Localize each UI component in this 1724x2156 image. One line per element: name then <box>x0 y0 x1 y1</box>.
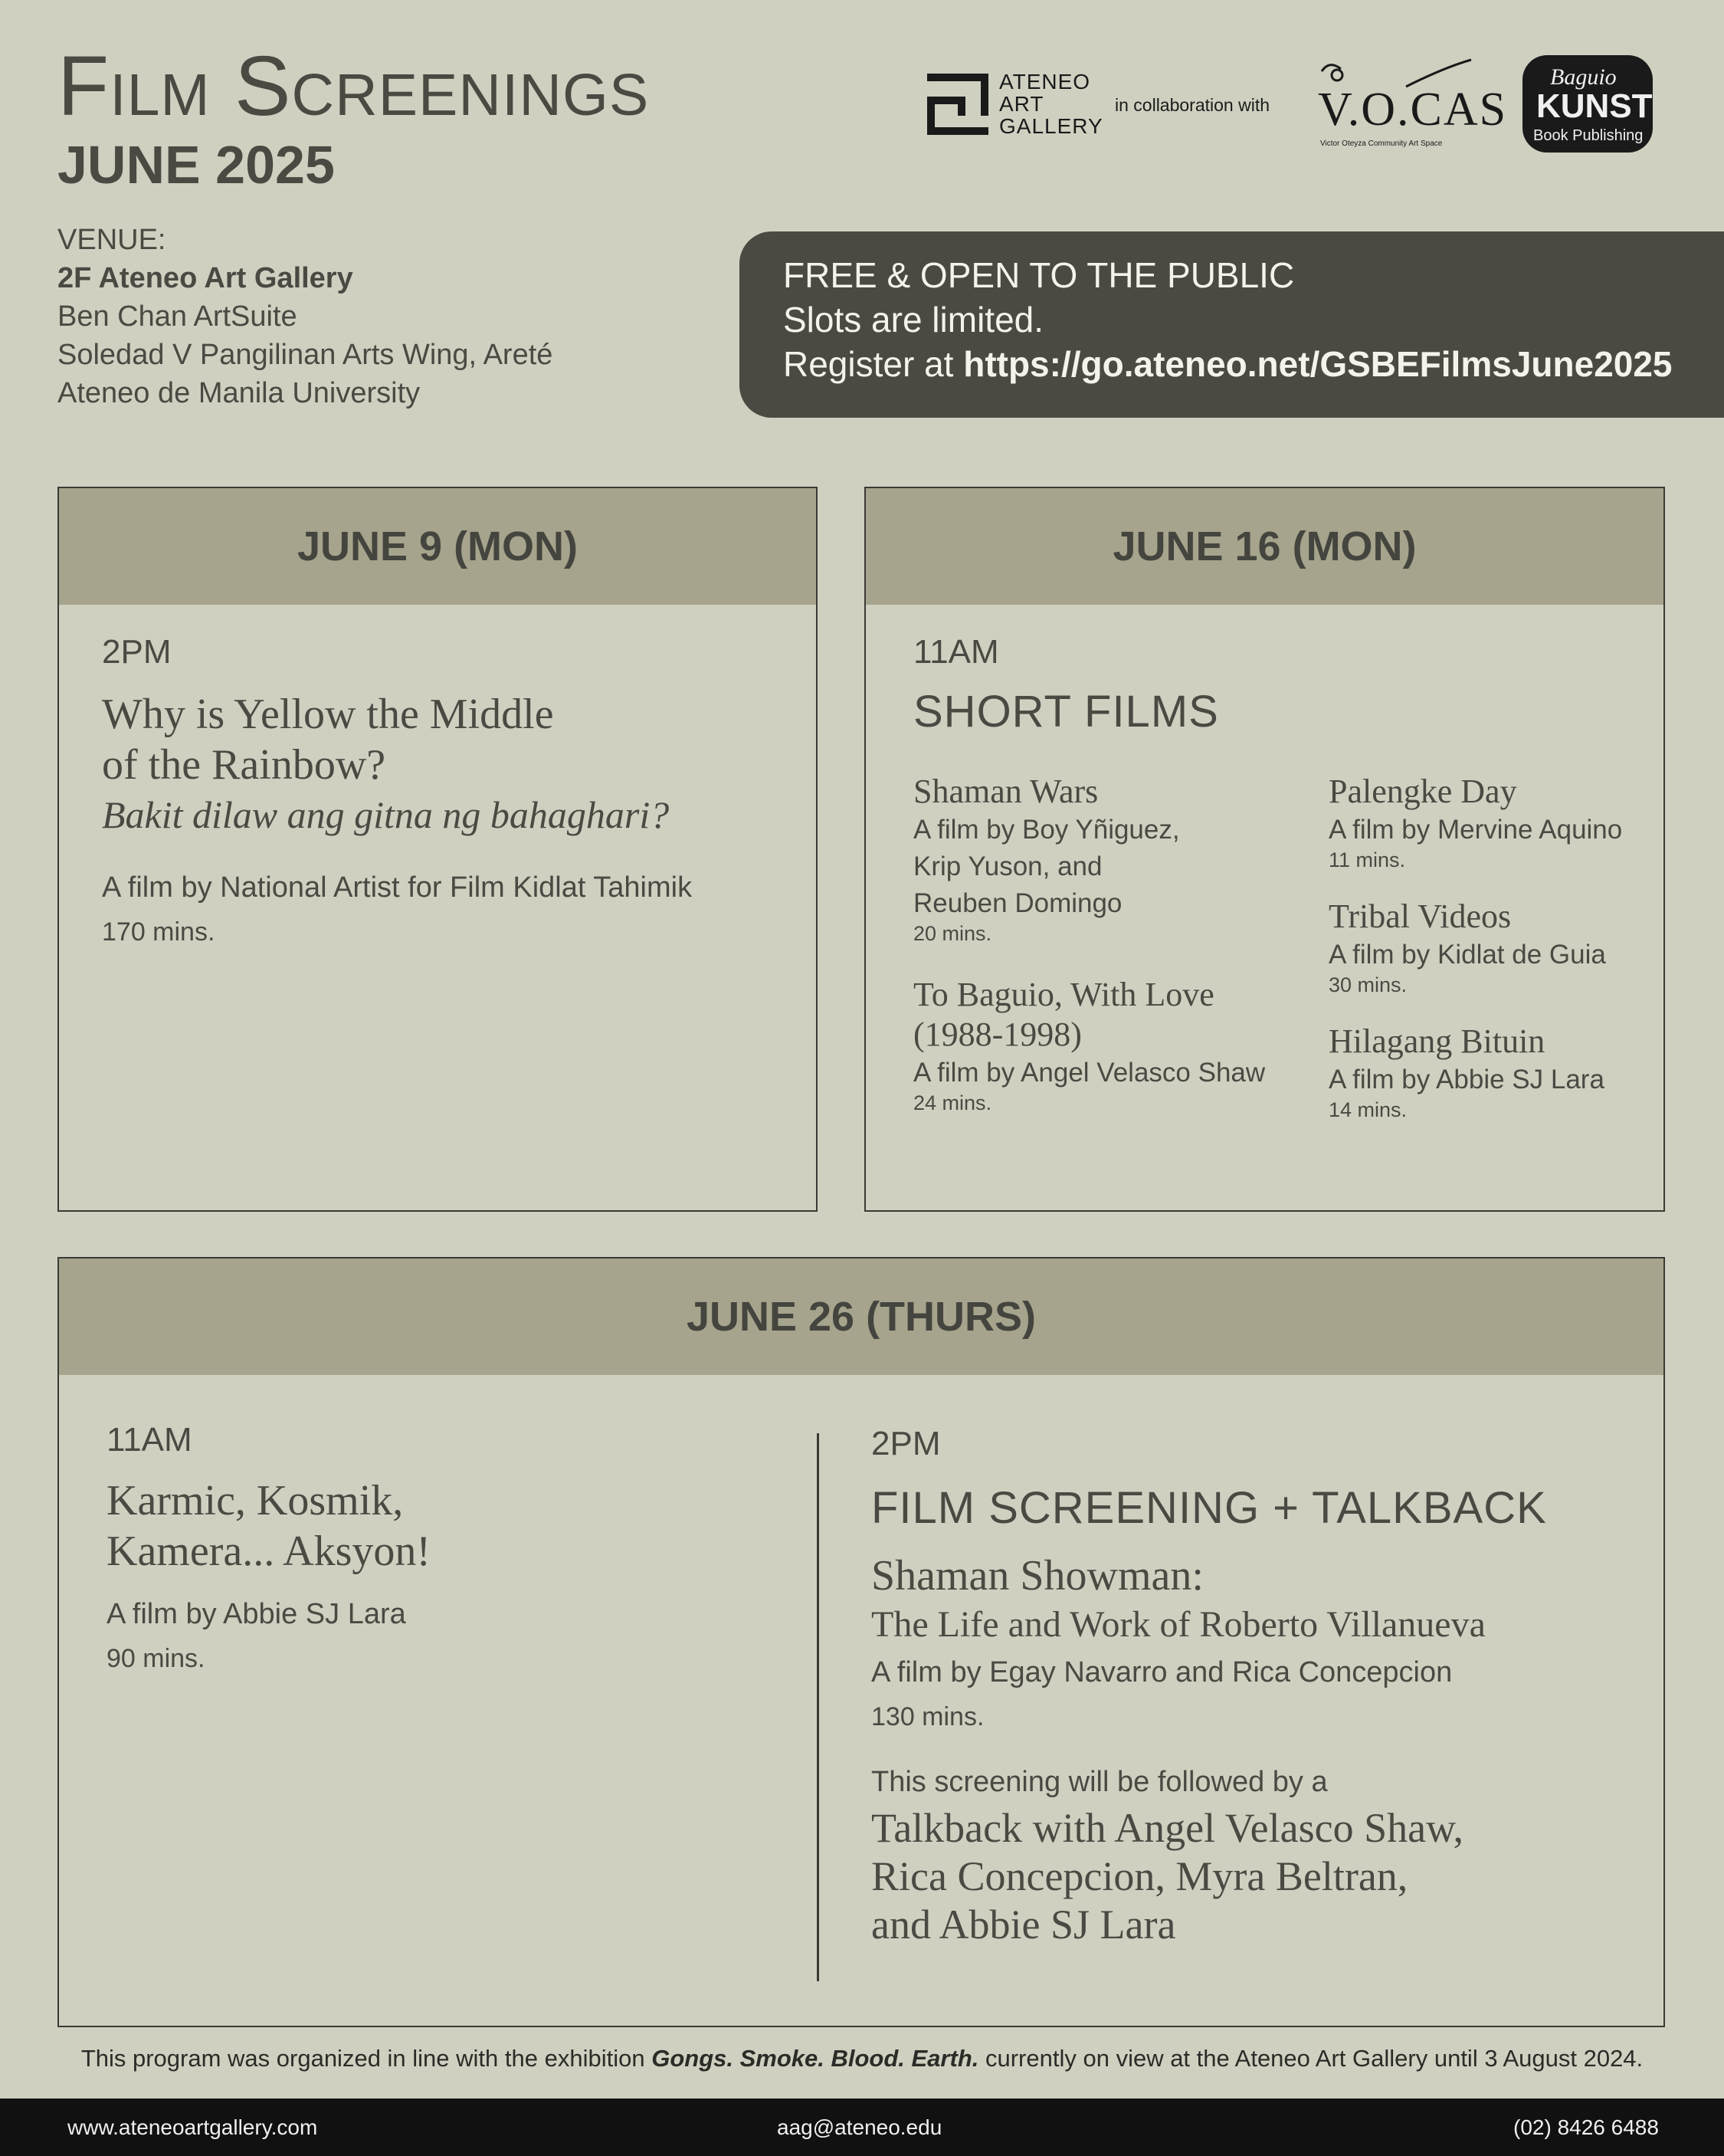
aag-logo-line-2: ART <box>999 92 1044 116</box>
short-film-item <box>913 975 1296 1115</box>
free-admission-banner <box>739 231 1724 418</box>
short-film-duration: 24 mins. <box>913 1091 992 1114</box>
short-film-title: To Baguio, With Love <box>913 976 1214 1013</box>
june-26-am-credit: A film by Abbie SJ Lara <box>107 1598 406 1630</box>
june-9-card <box>57 487 818 1212</box>
aag-logo-line-3: GALLERY <box>999 114 1103 138</box>
footer-email-link[interactable]: aag@ateneo.edu <box>777 2115 942 2139</box>
page-title: Film Screenings <box>57 39 650 133</box>
talkback-line-3: and Abbie SJ Lara <box>871 1902 1176 1948</box>
june-26-card <box>57 1257 1665 2027</box>
venue-line-3: Soledad V Pangilinan Arts Wing, Areté <box>57 339 553 371</box>
kunst-logo-line-2: KUNST <box>1536 87 1653 125</box>
program-note-prefix: This program was organized in line with the exhibition <box>80 2045 652 2072</box>
talkback-intro: This screening will be followed by a <box>871 1766 1328 1798</box>
short-film-title-2: (1988-1998) <box>913 1016 1082 1053</box>
ateneo-art-gallery-logo <box>927 71 1103 137</box>
program-note-suffix: currently on view at the Ateneo Art Gallery until 3 August 2024. <box>978 2045 1644 2072</box>
june-26-am-duration: 90 mins. <box>107 1644 205 1673</box>
june-9-date: JUNE 9 (MON) <box>59 488 816 605</box>
short-film-title: Hilagang Bituin <box>1329 1022 1545 1060</box>
short-film-item <box>1329 1022 1658 1122</box>
june-26-pm-credit: A film by Egay Navarro and Rica Concepcion <box>871 1656 1453 1688</box>
footer-phone: (02) 8426 6488 <box>1513 2115 1659 2139</box>
june-9-film-title-1: Why is Yellow the Middle <box>102 691 554 738</box>
short-film-credit-2: Krip Yuson, and <box>913 852 1103 881</box>
short-films-left-column <box>913 772 1296 1115</box>
short-film-title: Tribal Videos <box>1329 898 1512 935</box>
short-film-credit-1: A film by Boy Yñiguez, <box>913 815 1180 845</box>
program-note <box>0 2045 1724 2072</box>
banner-line-2: Slots are limited. <box>783 300 1044 340</box>
june-9-time: 2PM <box>102 633 172 671</box>
short-films-right-column <box>1329 772 1658 1122</box>
short-film-duration: 11 mins. <box>1329 848 1406 871</box>
venue-block <box>57 221 552 412</box>
talkback-heading: FILM SCREENING + TALKBACK <box>871 1483 1547 1533</box>
june-26-pm-time: 2PM <box>871 1425 941 1462</box>
short-film-duration: 14 mins. <box>1329 1098 1408 1121</box>
short-film-item <box>1329 897 1658 997</box>
short-film-item <box>913 772 1296 946</box>
june-26-am-time: 11AM <box>107 1421 192 1459</box>
june-26-date: JUNE 26 (THURS) <box>59 1258 1663 1375</box>
june-26-pm-screening <box>871 1427 1645 1949</box>
vocas-logo <box>1314 52 1508 152</box>
june-26-pm-duration: 130 mins. <box>871 1702 985 1731</box>
registration-link[interactable]: https://go.ateneo.net/GSBEFilmsJune2025 <box>963 344 1673 384</box>
june-26-am-title-2: Kamera... Aksyon! <box>107 1528 431 1575</box>
short-films-heading: SHORT FILMS <box>913 687 1219 737</box>
june-26-divider <box>817 1433 819 1981</box>
baguio-kunst-logo <box>1519 52 1656 156</box>
banner-line-3 <box>783 342 1724 386</box>
june-9-film-title-alt: Bakit dilaw ang gitna ng bahaghari? <box>102 793 670 836</box>
kunst-logo-line-3: Book Publishing <box>1533 127 1644 144</box>
short-film-title: Palengke Day <box>1329 773 1517 810</box>
short-film-credit-1: A film by Angel Velasco Shaw <box>913 1058 1266 1088</box>
short-film-title: Shaman Wars <box>913 773 1099 810</box>
june-26-pm-title-2: The Life and Work of Roberto Villanueva <box>871 1604 1486 1645</box>
venue-line-2: Ben Chan ArtSuite <box>57 300 297 333</box>
short-film-credit-3: Reuben Domingo <box>913 888 1123 918</box>
banner-register-text: Register at <box>783 344 964 384</box>
vocas-wordmark: V.O.CAS <box>1318 84 1508 136</box>
short-film-credit-1: A film by Abbie SJ Lara <box>1329 1065 1604 1094</box>
collaboration-text: in collaboration with <box>1115 95 1270 115</box>
aag-mark-icon <box>927 74 988 135</box>
short-film-duration: 30 mins. <box>1329 973 1408 996</box>
kunst-logo-line-1: Baguio <box>1550 64 1617 90</box>
venue-line-1: 2F Ateneo Art Gallery <box>57 262 353 294</box>
venue-line-4: Ateneo de Manila University <box>57 377 421 409</box>
june-26-pm-title-1: Shaman Showman: <box>871 1552 1204 1600</box>
short-film-item <box>1329 772 1658 872</box>
june-16-card <box>864 487 1665 1212</box>
footer-bar <box>0 2099 1724 2156</box>
june-26-am-screening <box>107 1423 796 1674</box>
june-26-am-title-1: Karmic, Kosmik, <box>107 1477 404 1524</box>
june-16-time: 11AM <box>913 633 999 671</box>
june-16-date: JUNE 16 (MON) <box>866 488 1663 605</box>
talkback-line-1: Talkback with Angel Velasco Shaw, <box>871 1805 1464 1851</box>
short-film-credit-1: A film by Kidlat de Guia <box>1329 940 1606 970</box>
exhibition-title: Gongs. Smoke. Blood. Earth. <box>651 2045 979 2072</box>
june-9-film-duration: 170 mins. <box>102 917 215 947</box>
footer-website-link[interactable]: www.ateneoartgallery.com <box>67 2115 318 2139</box>
short-film-duration: 20 mins. <box>913 922 992 945</box>
page-subtitle: JUNE 2025 <box>57 135 335 195</box>
banner-line-1: FREE & OPEN TO THE PUBLIC <box>783 255 1295 295</box>
aag-logo-line-1: ATENEO <box>999 70 1091 94</box>
vocas-subtext: Victor Oteyza Community Art Space <box>1320 139 1443 148</box>
june-9-film-credit: A film by National Artist for Film Kidlat Tahimik <box>102 871 693 904</box>
talkback-line-2: Rica Concepcion, Myra Beltran, <box>871 1853 1408 1899</box>
short-film-credit-1: A film by Mervine Aquino <box>1329 815 1623 845</box>
june-9-film-title-2: of the Rainbow? <box>102 741 386 789</box>
venue-label: VENUE: <box>57 224 166 256</box>
